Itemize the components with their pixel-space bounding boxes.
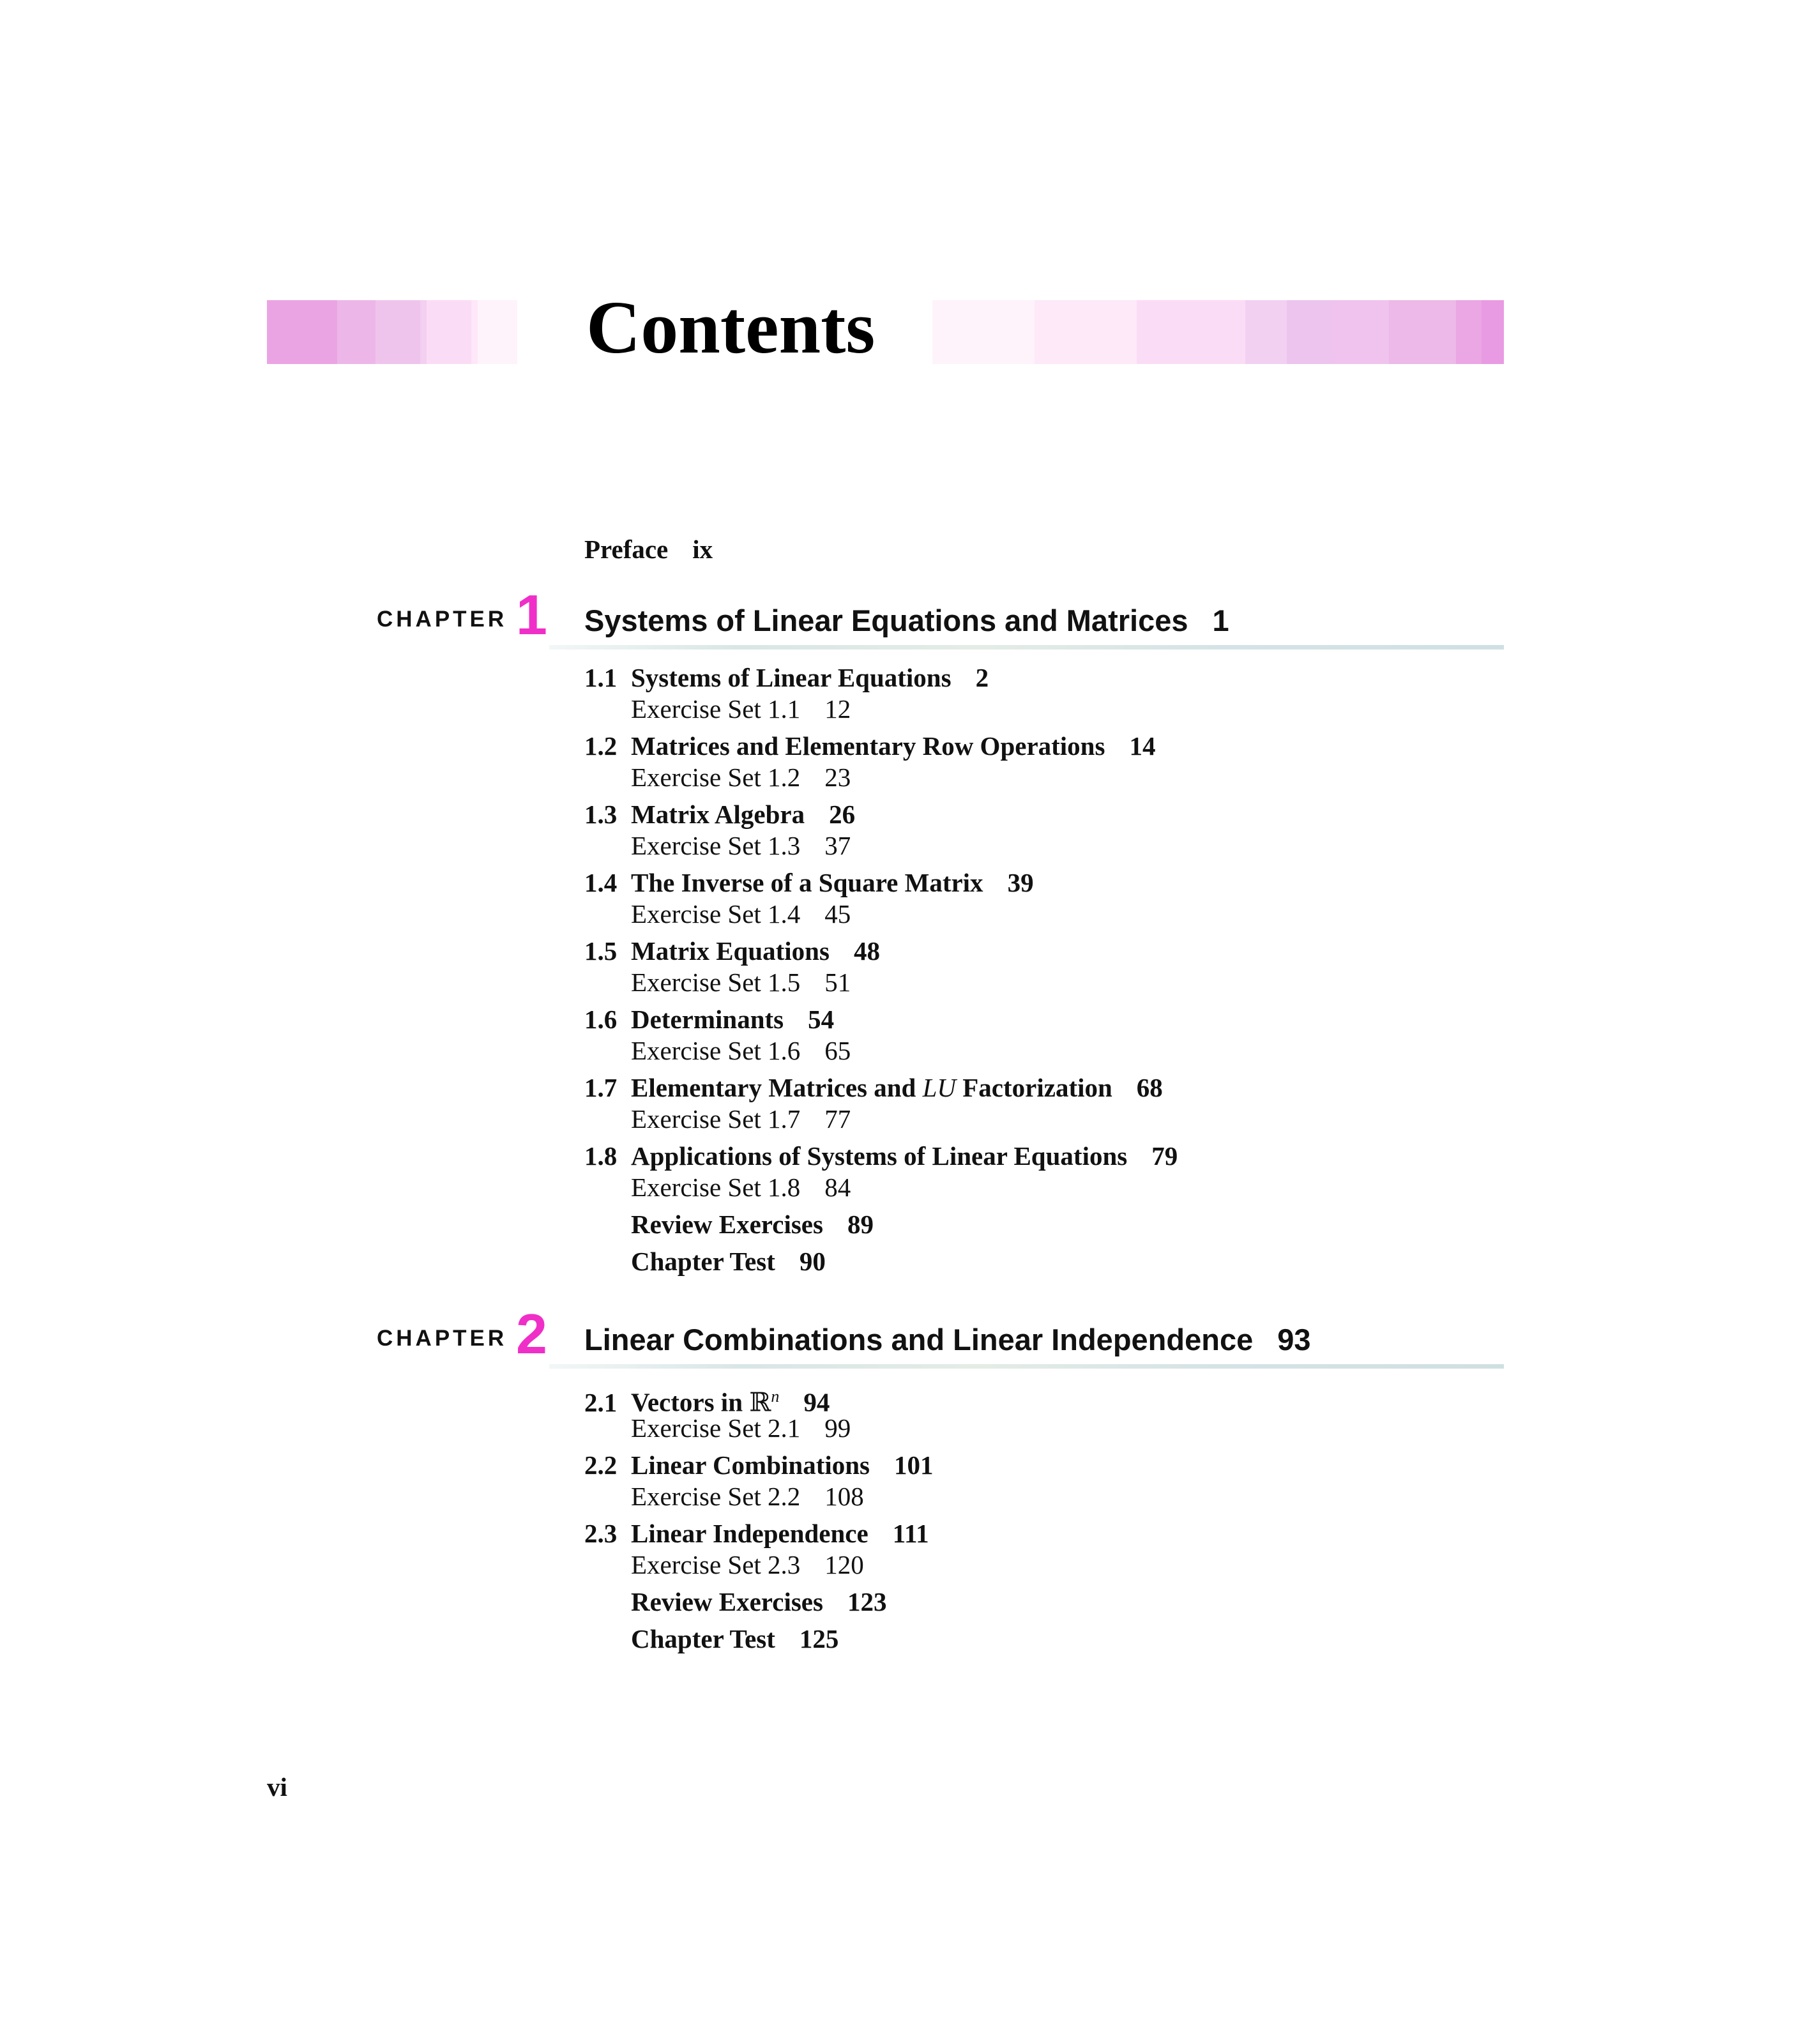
chapter-label: CHAPTER (377, 607, 508, 632)
chapter-number: 1 (516, 583, 547, 646)
chapter-page: 1 (1212, 604, 1229, 637)
chapter-label: CHAPTER (377, 1326, 508, 1351)
toc-entry-exercise[interactable]: Exercise Set 1.1 12 (631, 694, 851, 724)
preface-label: Preface (584, 535, 669, 564)
toc-entry-exercise[interactable]: Exercise Set 2.1 99 (631, 1413, 851, 1443)
page-title: Contents (586, 285, 876, 369)
toc-entry-exercise[interactable]: Exercise Set 1.4 45 (631, 899, 851, 929)
toc-entry-review-exercises[interactable]: Review Exercises 89 (631, 1210, 874, 1239)
toc-entry-chapter-test[interactable]: Chapter Test 125 (631, 1624, 839, 1653)
toc-entry-exercise[interactable]: Exercise Set 2.2 108 (631, 1482, 864, 1511)
toc-entry-exercise[interactable]: Exercise Set 1.6 65 (631, 1036, 851, 1065)
chapter-title: Systems of Linear Equations and Matrices 1 (584, 604, 1229, 637)
toc-entry-section[interactable]: 1.7 Elementary Matrices and LU Factorization 68 (584, 1073, 1163, 1102)
toc-entry-preface[interactable] (584, 531, 713, 567)
toc-entry-section[interactable]: 2.3 Linear Independence 111 (584, 1519, 929, 1548)
toc-entry-section[interactable]: 2.2 Linear Combinations 101 (584, 1450, 934, 1480)
toc-entry-section[interactable]: 1.6 Determinants 54 (584, 1005, 835, 1034)
toc-entry-exercise[interactable]: Exercise Set 1.8 84 (631, 1173, 851, 1202)
toc-entry-section[interactable]: 2.1 Vectors in ℝ$^n$ 94 (584, 1386, 830, 1418)
math-real-numbers: ℝ (749, 1386, 771, 1418)
chapter-number: 2 (516, 1302, 547, 1365)
chapter-page: 93 (1277, 1323, 1311, 1356)
page-number: vi (267, 1772, 287, 1802)
header-band-right (932, 300, 1504, 364)
toc-entry-section[interactable]: 1.3 Matrix Algebra 26 (584, 800, 856, 829)
toc-entry-review-exercises[interactable]: Review Exercises 123 (631, 1587, 887, 1616)
toc-entry-section[interactable]: 1.1 Systems of Linear Equations 2 (584, 663, 989, 692)
toc-entry-section[interactable]: 1.4 The Inverse of a Square Matrix 39 (584, 868, 1034, 897)
chapter-title: Linear Combinations and Linear Independence 93 (584, 1323, 1311, 1356)
math-lu: LU (922, 1073, 957, 1102)
toc-entry-exercise[interactable]: Exercise Set 1.2 23 (631, 763, 851, 792)
toc-entry-exercise[interactable]: Exercise Set 2.3 120 (631, 1550, 864, 1579)
toc-entry-section[interactable]: 1.5 Matrix Equations 48 (584, 936, 880, 966)
toc-entry-section[interactable]: 1.8 Applications of Systems of Linear Equations 79 (584, 1141, 1178, 1171)
header-band-left (267, 300, 517, 364)
preface-page: ix (692, 535, 713, 564)
toc-entry-chapter-test[interactable]: Chapter Test 90 (631, 1247, 826, 1276)
chapter-rule (549, 645, 1504, 650)
chapter-rule (549, 1364, 1504, 1369)
toc-entry-exercise[interactable]: Exercise Set 1.3 37 (631, 831, 851, 860)
toc-entry-section[interactable]: 1.2 Matrices and Elementary Row Operations 14 (584, 731, 1156, 761)
toc-entry-exercise[interactable]: Exercise Set 1.5 51 (631, 968, 851, 997)
toc-entry-exercise[interactable]: Exercise Set 1.7 77 (631, 1104, 851, 1134)
